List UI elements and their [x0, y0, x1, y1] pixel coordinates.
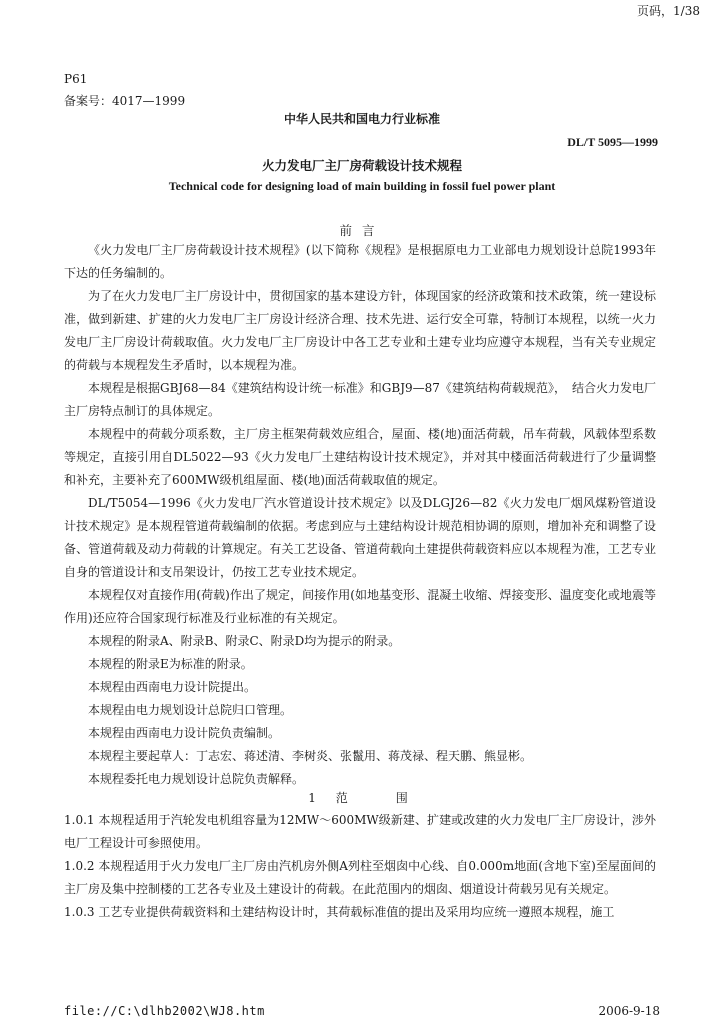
preface-paragraph: 本规程的附录E为标准的附录。: [88, 657, 253, 671]
footer-file-path: file://C:\dlhb2002\WJ8.htm: [64, 1004, 265, 1018]
document-title-cn: 火力发电厂主厂房荷载设计技术规程: [261, 158, 462, 173]
footer-date: 2006-9-18: [598, 1004, 660, 1018]
preface-paragraph: 本规程中的荷载分项系数，主厂房主框架荷载效应组合，屋面、楼(地)面活荷载，吊车荷载，风载体型系数等规定，直接引用自DL5022—93《火力发电厂土建结构设计技术规定》，并对其中楼面活荷载进行了少量调整和补充，主要补充了600MW级机组屋面、楼(地)面活荷载取值的规定。: [64, 427, 656, 487]
clause-paragraph: 1.0.1 本规程适用于汽轮发电机组容量为12MW～600MW级新建、扩建或改建的火力发电厂主厂房设计，涉外电厂工程设计可参照使用。: [64, 813, 656, 850]
meta-block: [64, 68, 185, 112]
preface-paragraph: 本规程是根据GBJ68—84《建筑结构设计统一标准》和GBJ9—87《建筑结构荷载规范》， 结合火力发电厂主厂房特点制订的具体规定。: [64, 381, 656, 418]
page-indicator: 页码，1/38: [637, 4, 700, 18]
preface-paragraph: 本规程主要起草人：丁志宏、蒋述清、李树炎、张鬣用、蒋茂禄、程天鹏、熊显彬。: [88, 749, 533, 763]
preface-paragraph: 《火力发电厂主厂房荷载设计技术规程》(以下简称《规程》是根据原电力工业部电力规划设计总院1993年下达的任务编制的。: [64, 243, 656, 280]
clause-paragraph: 1.0.3 工艺专业提供荷载资料和土建结构设计时，其荷载标准值的提出及采用均应统一遵照本规程，施工: [64, 905, 615, 919]
section-body: [64, 809, 656, 924]
preface-paragraph: 本规程委托电力规划设计总院负责解释。: [88, 772, 305, 786]
preface-paragraph: 本规程仅对直接作用(荷载)作出了规定，间接作用(如地基变形、混凝土收缩、焊接变形、温度变化或地震等作用)还应符合国家现行标准及行业标准的有关规定。: [64, 588, 656, 625]
filing-number: 备案号：4017—1999: [64, 94, 186, 108]
class-code: P61: [64, 72, 88, 86]
preface-body: [64, 239, 656, 791]
preface-paragraph: 本规程由西南电力设计院负责编制。: [88, 726, 281, 740]
document-title-en: Technical code for designing load of main building in fossil fuel power plant: [168, 179, 556, 193]
issuing-organization: 中华人民共和国电力行业标准: [283, 112, 440, 126]
preface-paragraph: 本规程由电力规划设计总院归口管理。: [88, 703, 293, 717]
clause-paragraph: 1.0.2 本规程适用于火力发电厂主厂房由汽机房外侧A列柱至烟囱中心线、自0.000m地面(含地下室)至屋面间的主厂房及集中控制楼的工艺各专业及土建设计的荷载。在此范围内的烟囱、烟道设计荷载另见有关规定。: [64, 859, 656, 896]
preface-paragraph: 为了在火力发电厂主厂房设计中，贯彻国家的基本建设方针，体现国家的经济政策和技术政策，统一建设标准，做到新建、扩建的火力发电厂主厂房设计经济合理、技术先进、运行安全可靠，特制订本规程，以统一火力发电厂主厂房设计荷载取值。火力发电厂主厂房设计中各工艺专业和土建专业均应遵守本规程，当有关专业规定的荷载与本规程发生矛盾时，以本规程为准。: [64, 289, 656, 372]
preface-heading: 前言: [339, 223, 385, 238]
preface-paragraph: DL/T5054—1996《火力发电厂汽水管道设计技术规定》以及DLGJ26—82《火力发电厂烟风煤粉管道设计技术规定》是本规程管道荷载编制的依据。考虑到应与土建结构设计规范相协调的原则，增加补充和调整了设备、管道荷载及动力荷载的计算规定。有关工艺设备、管道荷载向土建提供荷载资料应以本规程为准，工艺专业自身的管道设计和支吊架设计，仍按工艺专业技术规定。: [64, 496, 656, 579]
preface-paragraph: 本规程的附录A、附录B、附录C、附录D均为提示的附录。: [88, 634, 401, 648]
preface-paragraph: 本规程由西南电力设计院提出。: [88, 680, 257, 694]
section-heading: 1 范 围: [308, 791, 416, 805]
standard-code: DL/T 5095—1999: [567, 135, 658, 149]
